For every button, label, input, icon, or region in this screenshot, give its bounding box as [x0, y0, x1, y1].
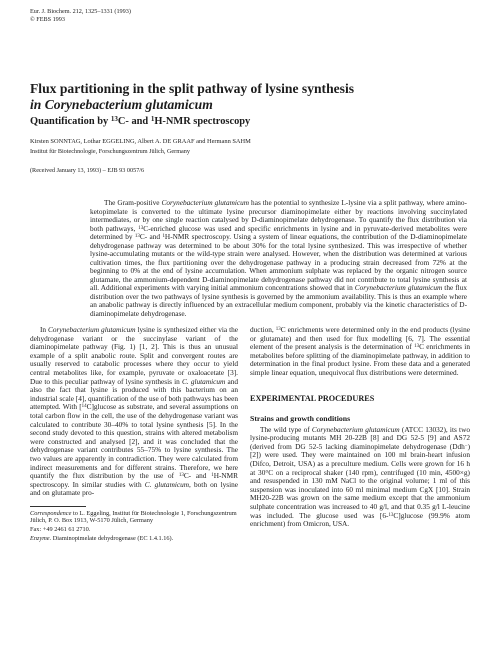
body-text: C enrichments in metabolites before splitting of the diaminopimelate pathway, in addition to determination in the final product lysine. From these data and a generated simple linear equation, unequivocal flux distributions were determined.	[250, 342, 470, 377]
body-text: The wild type of	[260, 424, 312, 434]
subtitle-text: H-NMR spectroscopy	[154, 116, 251, 127]
author-list: Kirsten SONNTAG, Lothar EGGELING, Albert A. DE GRAAF and Hermann SAHM	[30, 138, 251, 145]
body-column-left	[30, 326, 238, 542]
section-heading: EXPERIMENTAL PROCEDURES	[250, 393, 375, 403]
introduction-continuation	[250, 326, 470, 378]
abstract-text: C- and	[139, 232, 163, 241]
article-subtitle	[30, 115, 250, 128]
journal-header	[30, 8, 131, 24]
footnote-correspondence	[30, 510, 238, 525]
footnote-enzyme	[30, 535, 238, 543]
body-text: H-NMR spectroscopy. In similar studies with	[30, 471, 239, 489]
body-text: ) [2]) were used. They were maintained on 100 ml brain-heart infusion (Difco, Detroit, USA) as a preculture medium. Cells were grown for 16 h at 30°C on a reciprocal shaker (140 rpm), centrifuged (10 min, 4500×g) and resuspended in 130 mM NaCl to the original volume; 1 ml of this suspension was inoculated into 60 ml minimal medium CgX [10]. Strain MH20-22B was grown on the same medium except that the ammonium sulphate concentration was increased to 40 g/l, and that 0.35 g/l L-leucine was included. The glucose used was [6-	[250, 441, 470, 520]
organism-name: C. glutamicum	[181, 376, 226, 386]
footnote-label: Correspondence	[30, 509, 72, 517]
subtitle-text: Quantification by	[30, 116, 111, 127]
organism-name: Corynebacterium glutamicum	[161, 198, 250, 207]
body-text: and also the fact that lysine is produced with this bacterium on an industrial scale [4], quantification of the use of both pathways has been attempted. With [	[30, 376, 238, 412]
superscript: 14	[81, 404, 87, 410]
organism-name: C. glutamicum	[144, 479, 190, 489]
footnote-fax: Fax: +49 2461 61 2710.	[30, 526, 91, 534]
methods-paragraph	[250, 426, 470, 529]
organism-name: Corynebacterium glutamicum	[354, 283, 443, 292]
organism-name: Corynebacterium glutamicum	[48, 325, 136, 334]
superscript: 13	[178, 472, 184, 478]
organism-name: Corynebacterium glutamicum	[311, 424, 400, 434]
affiliation: Institut für Biotechnologie, Forschungszentrum Jülich, Germany	[30, 148, 190, 155]
footnote-text: to L. Eggeling, Institut für Biotechnologie 1, Forschungszentrum Jülich, P. O. Box 1913, W-5170 Jülich, Germany	[30, 509, 237, 525]
superscript: 13	[414, 343, 420, 349]
abstract-text: the flux distribution over the two pathways of lysine synthesis is governed by the ammonium availability. This is thus an example where an anabolic pathway is directly influenced by an extracellular medium component, probably via the kinetic characteristics of D-diaminopimelate dehydrogenase.	[90, 283, 467, 318]
subtitle-superscript: 1	[150, 114, 155, 123]
subsection-heading: Strains and growth conditions	[250, 413, 351, 423]
body-text: duction,	[250, 325, 276, 334]
abstract-text: has the potential to synthesize L-lysine via a split pathway, where amino-ketopimelate is converted to the ultimate lysine precursor diaminopimelate either by reactions involving succinylated intermediates, or by one single reaction catalysed by D-diaminopimelate dehydrogenase. To quantify the flux distribution via both pathways,	[90, 198, 467, 233]
abstract-text: The Gram-positive	[104, 198, 162, 207]
abstract-text: C-enriched glucose was used and specific enrichments in lysine and in pyruvate-derived metabolites were determined by	[90, 223, 467, 241]
body-text: , both on lysine and on glutamate pro-	[30, 479, 238, 498]
body-text: (ATCC 13032), its two lysine-producing mutants MH 20-22B [8] and DG 52-5 [9] and AS72 (derived from DG 52-5 lacking diaminopimelate dehydrogenase (Ddh	[250, 424, 470, 451]
subtitle-superscript: 13	[110, 114, 118, 123]
body-text: C]glucose as substrate, and several assumptions on total carbon flow in the cell, the use of the dehydrogenase variant was calculated to contribute 30–40% to total lysine synthesis [5]. In the second study devoted to this question, strains with altered metabolism were constructed and analysed [2], and it was concluded that the dehydrogenase variant contributes 55–75% to lysine synthesis. The two values are apparently in contradiction. They were calculated from indirect measurements and for different strains. Therefore, we here quantify the flux distribution by the use of	[30, 402, 238, 481]
superscript: 13	[388, 512, 394, 518]
superscript: 13	[138, 225, 144, 231]
body-text: C enrichments were determined only in the end products (lysine or glutamate) and then used for flux modelling [6, 7]. The essential element of the present analysis is the determination of	[250, 325, 470, 352]
body-text: C- and	[183, 471, 212, 481]
footnote-label: Enzyme.	[30, 534, 52, 542]
footnote-divider	[30, 506, 86, 507]
superscript: 13	[275, 326, 281, 332]
introduction-paragraph	[30, 326, 238, 498]
body-column-right	[250, 326, 470, 529]
journal-citation: Eur. J. Biochem. 212, 1325–1331 (1993)	[30, 8, 131, 15]
abstract-text: H-NMR spectroscopy. Using a system of linear equations, the contribution of the D-diaminopimelate dehydrogenase pathway was determined to be about 30% for the total lysine synthesized. This was irrespective of whether lysine-accumulating mutants or the wild-type strain were analysed. However, when the distribution was determined at various cultivation times, the flux partitioning over the dehydrogenase pathway in a producing strain decreased from 72% at the beginning to 0% at the end of lysine accumulation. When ammonium sulphate was replaced by the organic nitrogen source glutamate, the ammonium-dependent D-diaminopimelate dehydrogenase pathway did not contribute to total lysine synthesis at all. Additional experiments with varying initial ammonium concentrations showed that in	[90, 232, 467, 292]
subtitle-text: C- and	[117, 116, 151, 127]
footnote-text: Diaminopimelate dehydrogenase (EC 1.4.1.16).	[51, 534, 174, 542]
body-text: lysine is synthesized either via the dehydrogenase variant or the succinylase variant of the diaminopimelate pathway (Fig. 1) [1, 2]. This is thus an unusual example of a split anabolic route. Split and convergent routes are usually reserved to catabolic processes where they occur to yield central metabolites like, for example, pyruvate or oxaloacetate [3]. Due to this peculiar pathway of lysine synthesis in	[30, 325, 238, 386]
body-text: In	[40, 325, 49, 334]
superscript: 1	[162, 233, 165, 239]
superscript: 1	[211, 472, 214, 478]
article-title	[30, 81, 470, 113]
title-line-2: in Corynebacterium glutamicum	[30, 97, 213, 112]
title-line-1: Flux partitioning in the split pathway of lysine synthesis	[30, 81, 355, 96]
superscript: 13	[134, 233, 140, 239]
body-text: C]glucose (99.9% atom enrichment) from Omicron, USA.	[250, 510, 470, 529]
superscript: −	[464, 443, 468, 449]
received-date: (Received January 13, 1993) – EJB 93 0057/6	[30, 167, 145, 174]
copyright-line: © FEBS 1993	[30, 16, 65, 23]
abstract	[90, 199, 467, 318]
